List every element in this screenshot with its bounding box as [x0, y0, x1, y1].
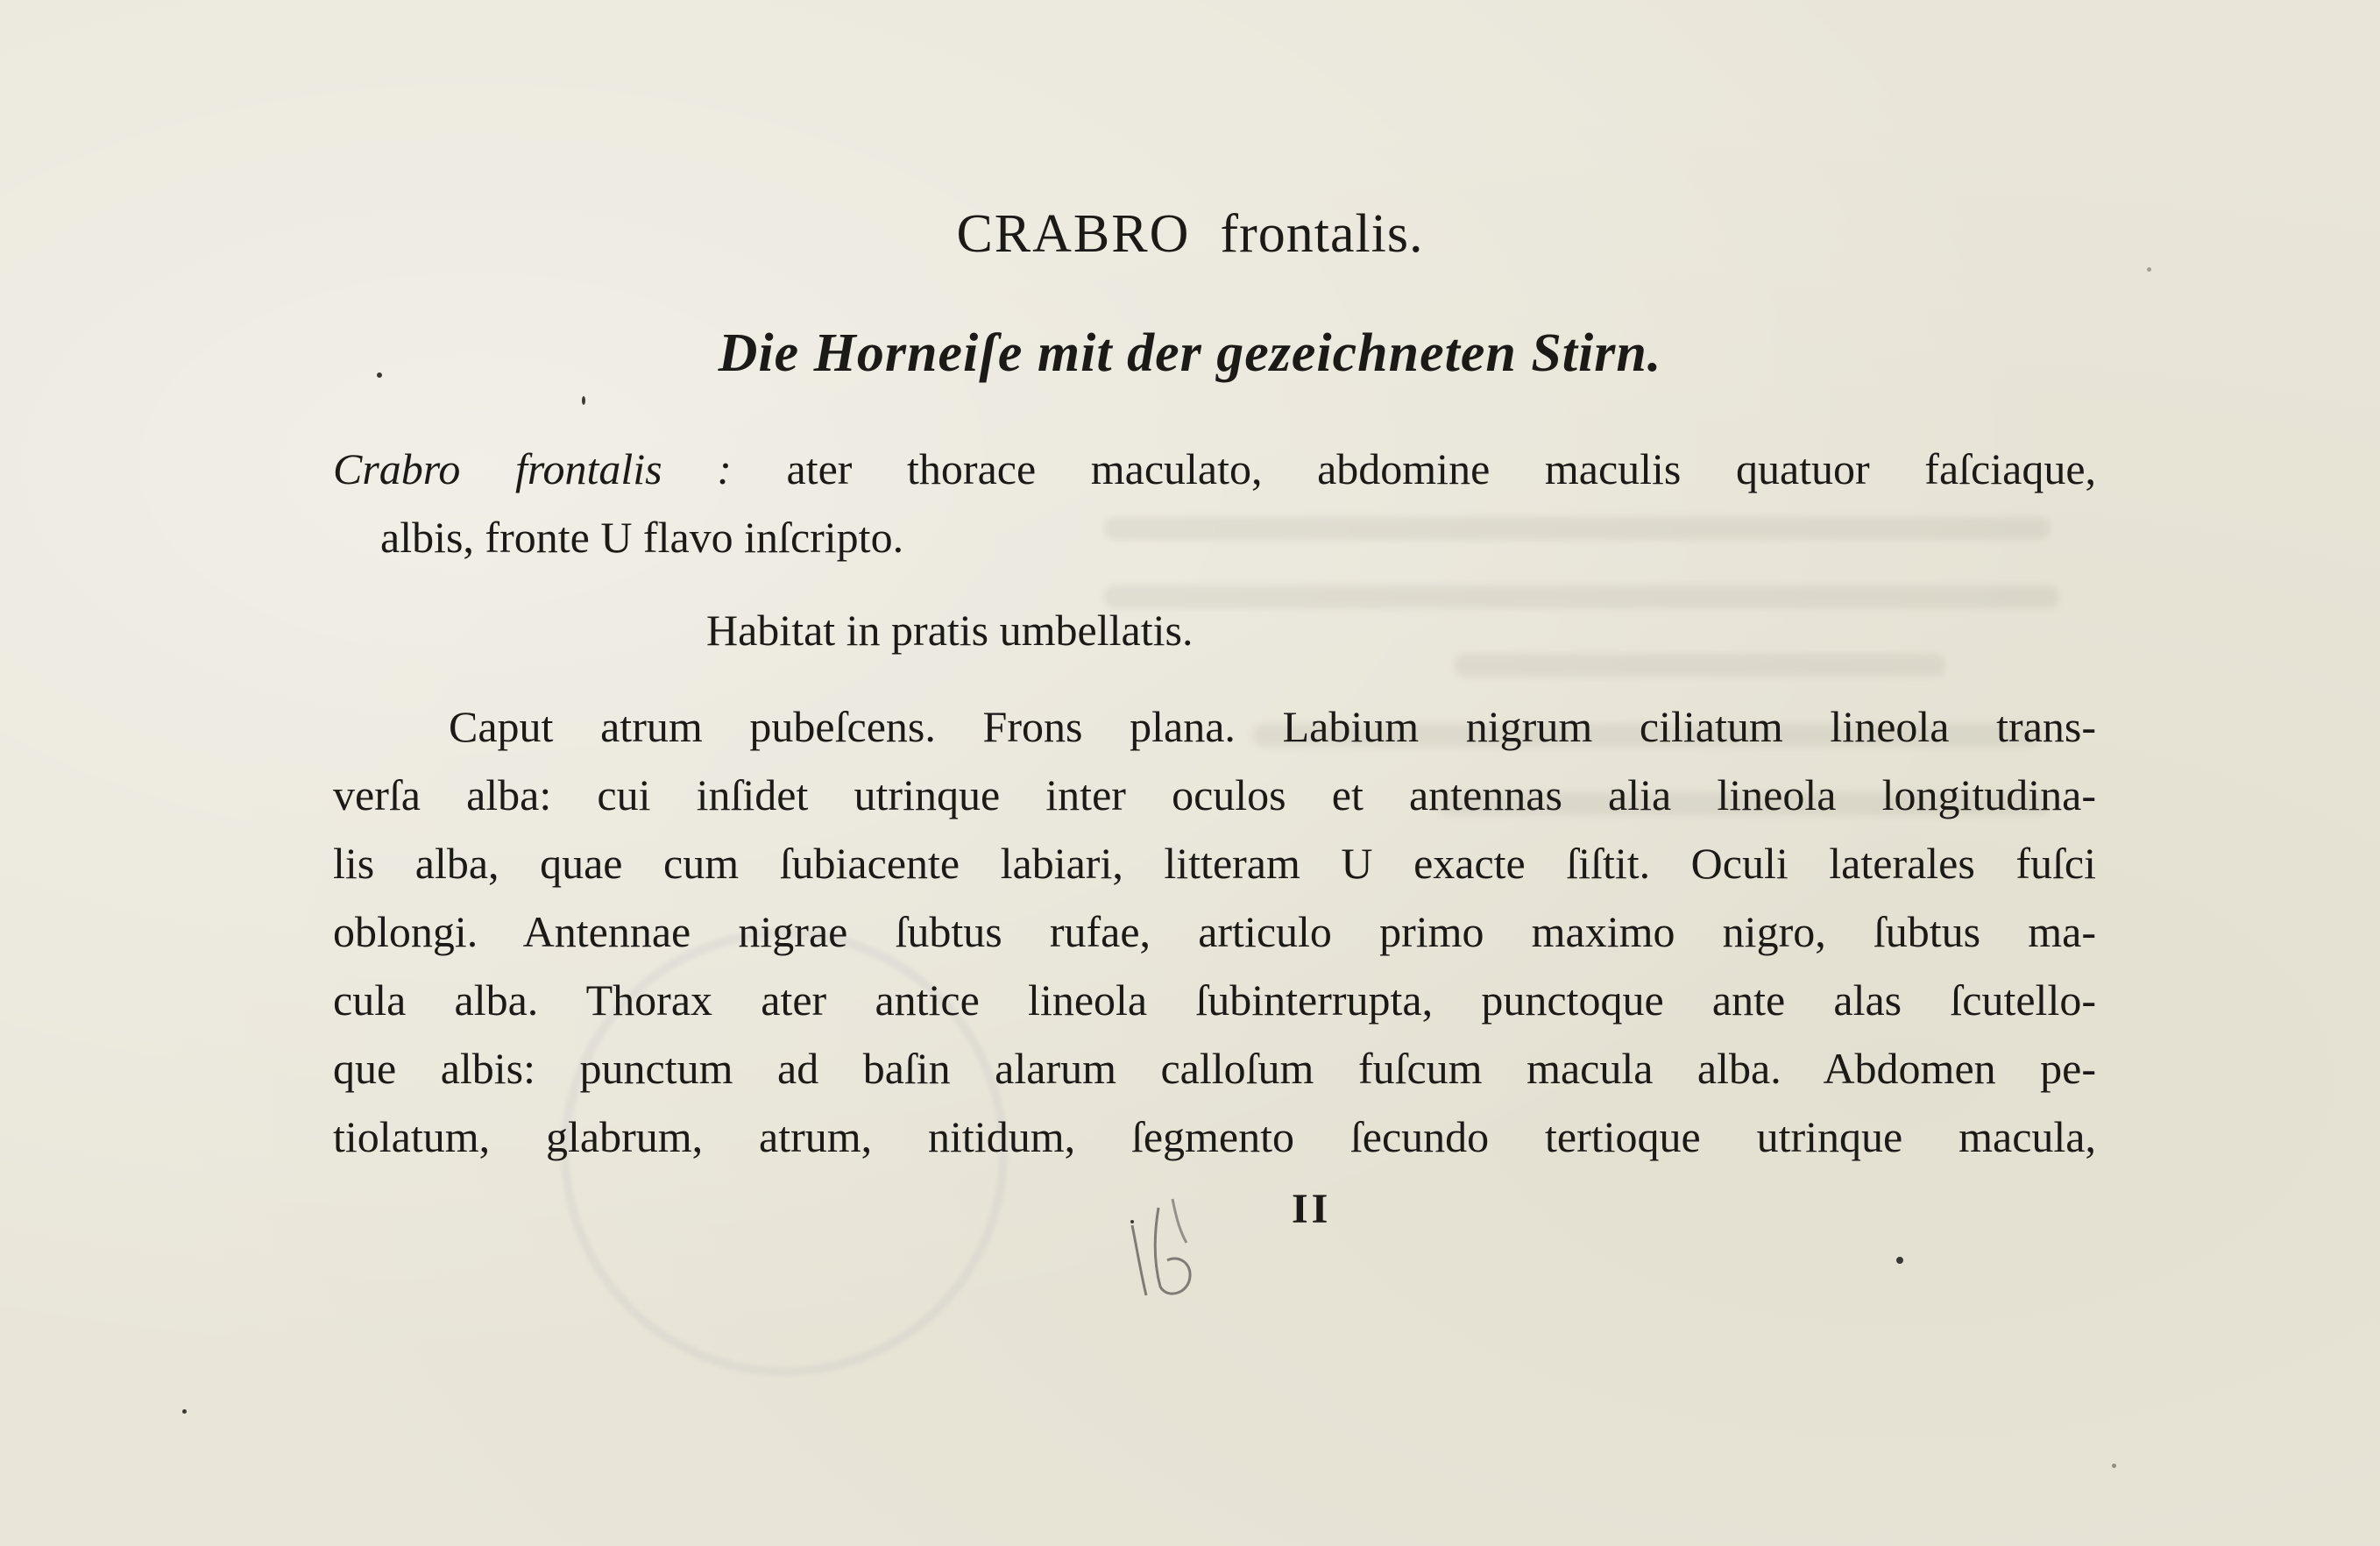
- paper-speck: [1130, 1220, 1134, 1223]
- body-line-7: tiolatum, glabrum, atrum, nitidum, ſegmento ſecundo tertioque utrinque macula,: [333, 1112, 2096, 1161]
- paper-speck: [377, 372, 382, 378]
- paper-speck: [2147, 267, 2151, 272]
- diagnosis-line-1: [333, 435, 2096, 503]
- paper-speck: [2112, 1464, 2116, 1468]
- body-line-5: cula alba. Thorax ater antice lineola ſubinterrupta, punctoque ante alas ſcutello-: [333, 975, 2096, 1025]
- title-genus: CRABRO: [956, 204, 1191, 264]
- habitat-line: Habitat in pratis umbellatis.: [706, 606, 1194, 655]
- handwritten-pencil-mark: [1106, 1190, 1229, 1304]
- diagnosis-text-1: ater thorace maculato, abdomine maculis quatuor faſciaque,: [786, 444, 2097, 493]
- body-line-1: Caput atrum pubeſcens. Frons plana. Labium nigrum ciliatum lineola trans-: [449, 702, 2096, 751]
- paper-speck: [582, 396, 585, 405]
- body-line-4: oblongi. Antennae nigrae ſubtus rufae, articulo primo maximo nigro, ſubtus ma-: [333, 907, 2096, 956]
- paper-speck: [1896, 1257, 1903, 1264]
- title-species: frontalis.: [1220, 204, 1424, 264]
- body-line-2: verſa alba: cui inſidet utrinque inter oculos et antennas alia lineola longitudina-: [333, 770, 2096, 819]
- diagnosis-species-name: Crabro frontalis :: [333, 444, 732, 493]
- body-line-3: lis alba, quae cum ſubiacente labiari, litteram U exacte ſiſtit. Oculi laterales fuſci: [333, 839, 2096, 888]
- body-line-6: que albis: punctum ad baſin alarum calloſum fuſcum macula alba. Abdomen pe-: [333, 1044, 2096, 1093]
- page-title: [0, 203, 2380, 266]
- page-number: II: [1292, 1186, 1332, 1232]
- paper-speck: [182, 1409, 187, 1414]
- diagnosis-line-2: albis, fronte U flavo inſcripto.: [380, 513, 904, 562]
- page-subtitle: Die Horneiſe mit der gezeichneten Stirn.: [718, 323, 1662, 383]
